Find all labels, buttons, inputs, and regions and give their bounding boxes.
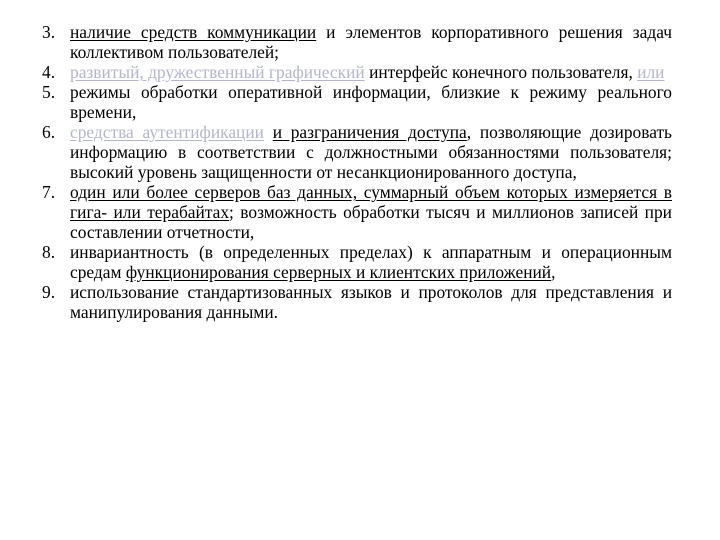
list-item xyxy=(42,62,672,82)
item-number: 6. xyxy=(42,122,56,142)
item-text: , позволяющие дозировать информацию в соответствии с должностными обязанностями пользователя; высокий уровень защищенности от несанкционированного доступа, xyxy=(70,122,672,182)
item-number: 4. xyxy=(42,62,56,82)
list-item xyxy=(42,242,672,282)
item-number: 7. xyxy=(42,182,56,202)
item-text: функционирования серверных и клиентских приложений xyxy=(125,262,552,282)
item-text xyxy=(264,122,273,142)
list-item xyxy=(42,182,672,242)
item-text: режимы обработки оперативной информации, близкие к режиму реального времени, xyxy=(70,82,672,122)
item-link-text: средства аутентификации xyxy=(70,122,264,142)
list-item xyxy=(42,122,672,182)
item-text: использование стандартизованных языков и протоколов для представления и манипулирования данными. xyxy=(70,282,672,322)
list-item xyxy=(42,22,672,62)
item-number: 8. xyxy=(42,242,56,262)
list-item xyxy=(42,82,672,122)
item-number: 5. xyxy=(42,82,56,102)
item-text: интерфейс конечного пользователя, xyxy=(364,62,638,82)
item-text: ; возможность обработки тысяч и миллионов записей при составлении отчетности, xyxy=(70,202,672,242)
item-text: и разграничения доступа xyxy=(272,122,467,142)
item-number: 3. xyxy=(42,22,56,42)
item-text: инвариантность (в определенных пределах) к аппаратным и операционным средам xyxy=(70,242,672,282)
item-text: , xyxy=(551,262,556,282)
item-link-text: или xyxy=(637,62,665,82)
list-item xyxy=(42,282,672,322)
item-number: 9. xyxy=(42,282,56,302)
item-text: один или более серверов баз данных, суммарный объем которых измеряется в гига- или терабайтах xyxy=(70,182,672,222)
item-link-text: развитый, дружественный графический xyxy=(70,62,365,82)
requirements-list xyxy=(42,22,672,322)
item-text: и элементов корпоративного решения задач коллективом пользователей; xyxy=(70,22,672,62)
item-text: наличие средств коммуникации xyxy=(70,22,317,42)
